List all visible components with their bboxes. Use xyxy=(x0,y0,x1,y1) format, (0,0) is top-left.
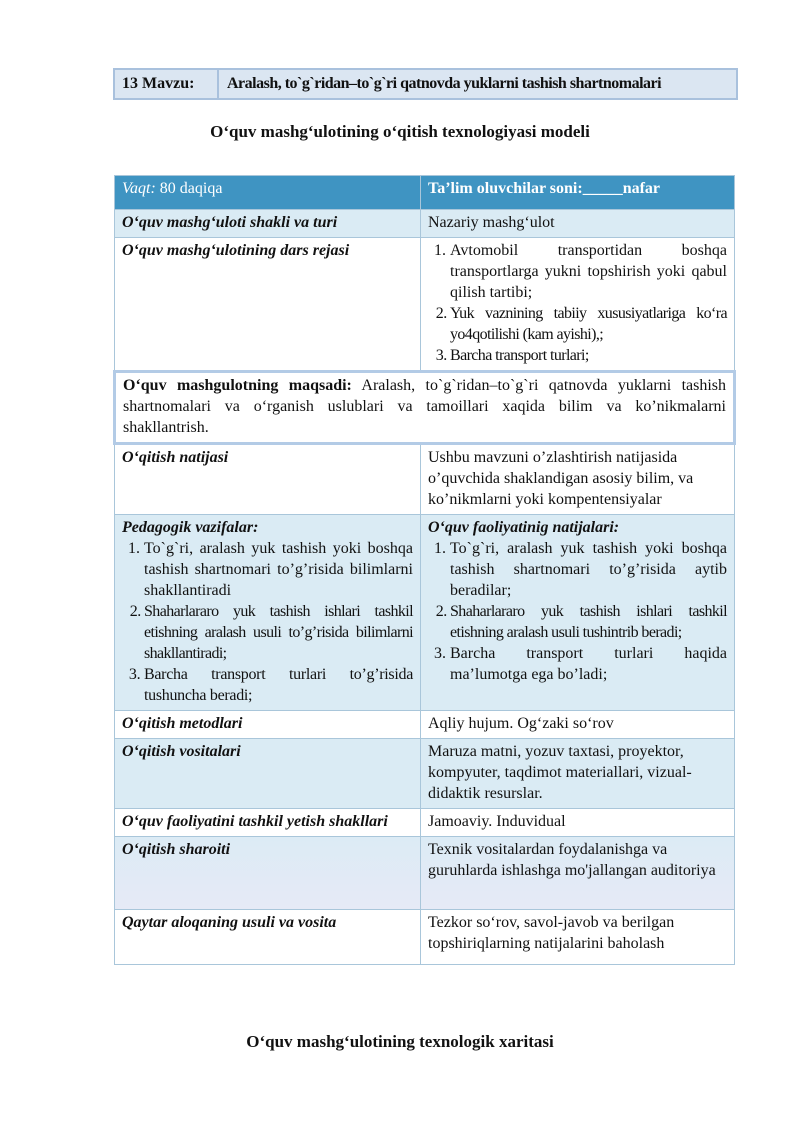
goal-cell xyxy=(115,372,735,444)
plan-cell xyxy=(421,238,735,372)
list-item: 3. Barcha transport turlari; xyxy=(450,345,727,366)
table-row xyxy=(115,910,735,965)
list-item: 2. Shaharlararo yuk tashish ishlari tashkil etishning aralash usuli tushintrib beradi; xyxy=(450,601,727,643)
ped-cell xyxy=(115,515,421,711)
table-row xyxy=(115,515,735,711)
plan-label: O‘quv mashg‘ulotining dars rejasi xyxy=(115,238,421,372)
result-value: Ushbu mavzuni o’zlashtirish natijasida o’quvchida shaklandigan asosiy bilim, va ko’nikmlarni yoki kompentensiyalar xyxy=(421,444,735,515)
list-item: 1. To`g`ri, aralash yuk tashish yoki boshqa tashish shartnomari to’g’risida aytib beradilar; xyxy=(450,538,727,601)
act-label: O‘quv faoliyatinig natijalari: xyxy=(428,519,620,536)
ped-list xyxy=(122,538,413,706)
cond-label: O‘qitish sharoiti xyxy=(115,837,421,910)
model-heading: O‘quv mashg‘ulotining o‘qitish texnologiyasi modeli xyxy=(210,122,590,141)
time-value: 80 daqiqa xyxy=(155,180,223,197)
table-row xyxy=(115,739,735,809)
list-item: 3. Barcha transport turlari haqida ma’lumotga ega bo’ladi; xyxy=(450,643,727,685)
act-cell xyxy=(421,515,735,711)
goal-text: Aralash, to`g`ridan–to`g`ri qatnovda yuklarni tashish shartnomalari va o‘rganish uslublari va tamoillari xaqida bilim va ko’nikmalarni shakllantrish. xyxy=(123,377,727,436)
topic-number: 13 Mavzu: xyxy=(115,70,219,98)
ped-label: Pedagogik vazifalar: xyxy=(122,519,259,536)
topic-box xyxy=(113,68,738,100)
table-header-row xyxy=(115,176,735,210)
map-heading: O‘quv mashg‘ulotining texnologik xaritasi xyxy=(246,1032,554,1051)
methods-label: O‘qitish metodlari xyxy=(115,711,421,739)
result-label: O‘qitish natijasi xyxy=(115,444,421,515)
tools-label: O‘qitish vositalari xyxy=(115,739,421,809)
org-label: O‘quv faoliyatini tashkil yetish shakllari xyxy=(115,809,421,837)
feedback-value: Tezkor so‘rov, savol-javob va berilgan topshiriqlarning natijalarini baholash xyxy=(421,910,735,965)
goal-label: O‘quv mashgulotning maqsadi: xyxy=(123,377,352,394)
list-item: 2. Shaharlararo yuk tashish ishlari tashkil etishning aralash usuli to’g’risida bilimlarni shakllantiradi; xyxy=(144,601,413,664)
act-list xyxy=(428,538,727,685)
list-item: 3. Barcha transport turlari to’g’risida tushuncha beradi; xyxy=(144,664,413,706)
feedback-label: Qaytar aloqaning usuli va vosita xyxy=(115,910,421,965)
org-value: Jamoaviy. Induvidual xyxy=(421,809,735,837)
table-row xyxy=(115,372,735,444)
topic-title: Aralash, to`g`ridan–to`g`ri qatnovda yuklarni tashish shartnomalari xyxy=(227,75,662,92)
students-count: Ta’lim oluvchilar soni:_____nafar xyxy=(421,176,735,210)
form-value: Nazariy mashg‘ulot xyxy=(421,210,735,238)
tools-value: Maruza matni, yozuv taxtasi, proyektor, kompyuter, taqdimot materiallari, vizual-didaktik resurslar. xyxy=(421,739,735,809)
table-row xyxy=(115,809,735,837)
plan-list xyxy=(428,240,727,366)
form-label: O‘quv mashg‘uloti shakli va turi xyxy=(115,210,421,238)
list-item: 1. To`g`ri, aralash yuk tashish yoki boshqa tashish shartnomari to’g’risida bilimlarni shakllantiradi xyxy=(144,538,413,601)
table-row xyxy=(115,210,735,238)
table-row xyxy=(115,238,735,372)
list-item: 2. Yuk vaznining tabiiy xususiyatlariga ko‘ra yo4qotilishi (kam ayishi),; xyxy=(450,303,727,345)
table-row xyxy=(115,444,735,515)
time-cell xyxy=(115,176,421,210)
table-row xyxy=(115,837,735,910)
table-row xyxy=(115,711,735,739)
list-item: 1. Avtomobil transportidan boshqa transportlarga yukni topshirish yoki qabul qilish tartibi; xyxy=(450,240,727,303)
methods-value: Aqliy hujum. Og‘zaki so‘rov xyxy=(421,711,735,739)
model-table xyxy=(113,175,736,965)
cond-value: Texnik vositalardan foydalanishga va guruhlarda ishlashga mo'jallangan auditoriya xyxy=(421,837,735,910)
time-label: Vaqt: xyxy=(122,180,156,197)
